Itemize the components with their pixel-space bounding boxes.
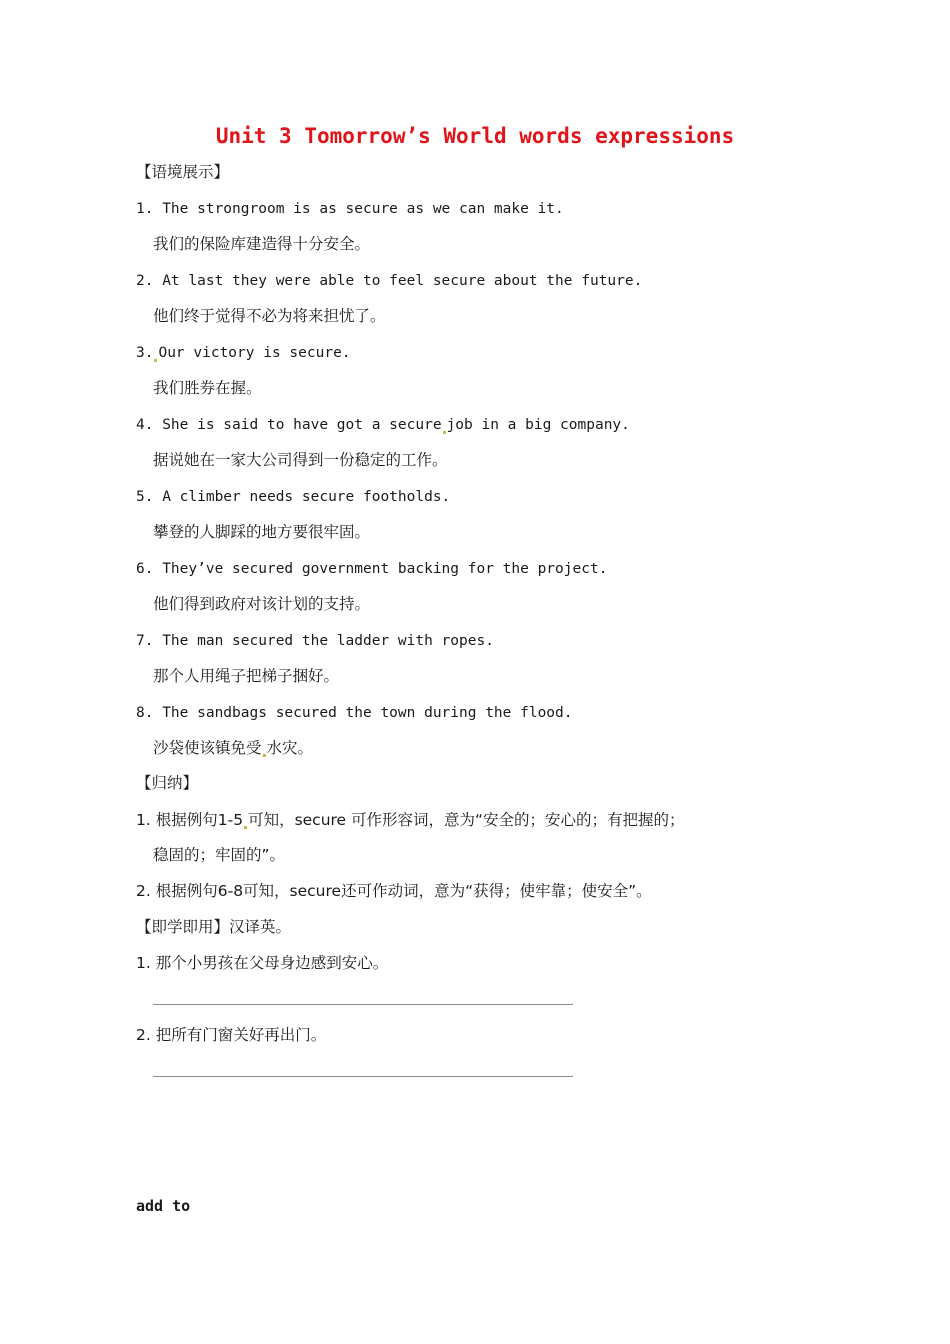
example-2-en [136,271,642,291]
practice-item-2 [136,1025,326,1045]
summary-number: 2. [136,882,151,900]
example-sentence: Our victory is secure. [158,345,351,361]
practice-number: 2. [136,1026,151,1044]
footer-text: add to [136,1197,191,1215]
practice-prompt: 把所有门窗关好再出门。 [155,1026,327,1044]
practice-item-1 [136,953,388,973]
example-number: 4. [136,417,154,433]
example-6-en [136,559,607,579]
example-6-zh: 他们得到政府对该计划的支持。 [153,595,371,613]
example-number: 5. [136,489,154,505]
answer-blank-1[interactable] [153,1004,573,1005]
example-8-zh [153,738,313,758]
example-8-en [136,703,573,723]
example-sentence: The man secured the ladder with ropes. [162,633,494,649]
practice-number: 1. [136,954,151,972]
practice-header-instruction: 汉译英。 [229,918,292,936]
example-3-en [136,343,351,363]
context-header: 【语境展示】 [136,163,230,181]
example-number: 2. [136,273,154,289]
example-1-en [136,199,564,219]
summary-header: 【归纳】 [136,774,199,792]
example-4-zh: 据说她在一家大公司得到一份稳定的工作。 [153,451,448,469]
example-sentence: The sandbags secured the town during the flood. [162,705,573,721]
example-5-en [136,487,450,507]
example-4-en [136,415,630,435]
summary-text-part: 可知，secure 可作形容词，意为“安全的；安心的；有把握的； [248,811,685,829]
example-number: 7. [136,633,154,649]
answer-blank-2[interactable] [153,1076,573,1077]
example-number: 6. [136,561,154,577]
edit-mark [244,826,247,829]
example-7-zh: 那个人用绳子把梯子捆好。 [153,667,340,685]
practice-header [136,917,291,937]
example-7-en [136,631,494,651]
example-sentence-part: She is said to have got a secure [162,417,442,433]
example-3-zh: 我们胜券在握。 [153,379,262,397]
example-2-zh: 他们终于觉得不必为将来担忧了。 [153,307,386,325]
edit-mark [443,431,446,434]
example-number: 8. [136,705,154,721]
practice-header-bracket: 【即学即用】 [136,918,230,936]
example-sentence-part: job in a big company. [446,417,630,433]
example-1-zh: 我们的保险库建造得十分安全。 [153,235,371,253]
example-sentence: A climber needs secure footholds. [162,489,451,505]
example-number: 1. [136,201,154,217]
summary-text: 根据例句6-8可知，secure还可作动词，意为“获得；使牢靠；使安全”。 [155,882,652,900]
edit-mark [263,754,266,757]
example-sentence: They’ve secured government backing for the project. [162,561,608,577]
summary-item-1 [136,810,685,830]
summary-item-2 [136,881,652,901]
translation-part: 沙袋使该镇免受 [153,739,262,757]
page-title: Unit 3 Tomorrow’s World words expressions [215,124,735,148]
example-5-zh: 攀登的人脚踩的地方要很牢固。 [153,523,371,541]
summary-item-1-continued: 稳固的；牢固的”。 [153,846,286,864]
practice-prompt: 那个小男孩在父母身边感到安心。 [155,954,389,972]
summary-text-part: 根据例句1-5 [155,811,244,829]
translation-part: 水灾。 [266,739,314,757]
summary-number: 1. [136,811,151,829]
example-number: 3. [136,345,154,361]
example-sentence: The strongroom is as secure as we can make it. [162,201,564,217]
example-sentence: At last they were able to feel secure about the future. [162,273,643,289]
